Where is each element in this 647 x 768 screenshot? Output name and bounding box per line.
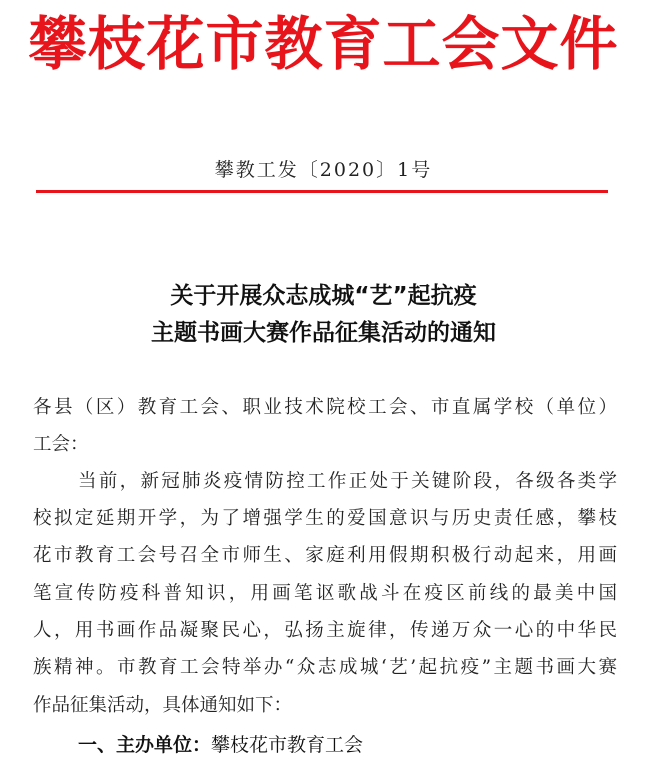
section-1-value: 攀枝花市教育工会 bbox=[211, 734, 364, 756]
paragraph-line: 花市教育工会号召全市师生、家庭利用假期积极行动起来，用画 bbox=[33, 545, 617, 566]
paragraph-line: 族精神。市教育工会特举办“众志成城‘艺’起抗疫”主题书画大赛 bbox=[33, 657, 617, 678]
paragraph-line: 人，用书画作品凝聚民心，弘扬主旋律，传递万众一心的中华民 bbox=[33, 620, 617, 641]
recipients-line-2: 工会： bbox=[33, 434, 89, 455]
section-1-label: 一、主办单位： bbox=[78, 734, 212, 756]
notice-title-line-2: 主题书画大赛作品征集活动的通知 bbox=[151, 320, 496, 346]
document-number: 攀教工发〔2020〕1号 bbox=[214, 159, 433, 181]
section-1-heading bbox=[78, 731, 363, 759]
paragraph-line: 校拟定延期开学，为了增强学生的爱国意识与历史责任感，攀枝 bbox=[33, 508, 617, 529]
notice-title-line-1: 关于开展众志成城“艺”起抗疫 bbox=[170, 283, 477, 309]
header-org-title: 攀枝花市教育工会文件 bbox=[28, 10, 619, 78]
paragraph-line: 作品征集活动，具体通知如下： bbox=[33, 695, 293, 716]
recipients-line-1: 各县（区）教育工会、职业技术院校工会、市直属学校（单位） bbox=[33, 397, 617, 418]
paragraph-line: 当前，新冠肺炎疫情防控工作正处于关键阶段，各级各类学 bbox=[78, 471, 617, 492]
paragraph-line: 笔宣传防疫科普知识，用画笔讴歌战斗在疫区前线的最美中国 bbox=[33, 583, 617, 604]
red-divider-line bbox=[36, 190, 608, 193]
